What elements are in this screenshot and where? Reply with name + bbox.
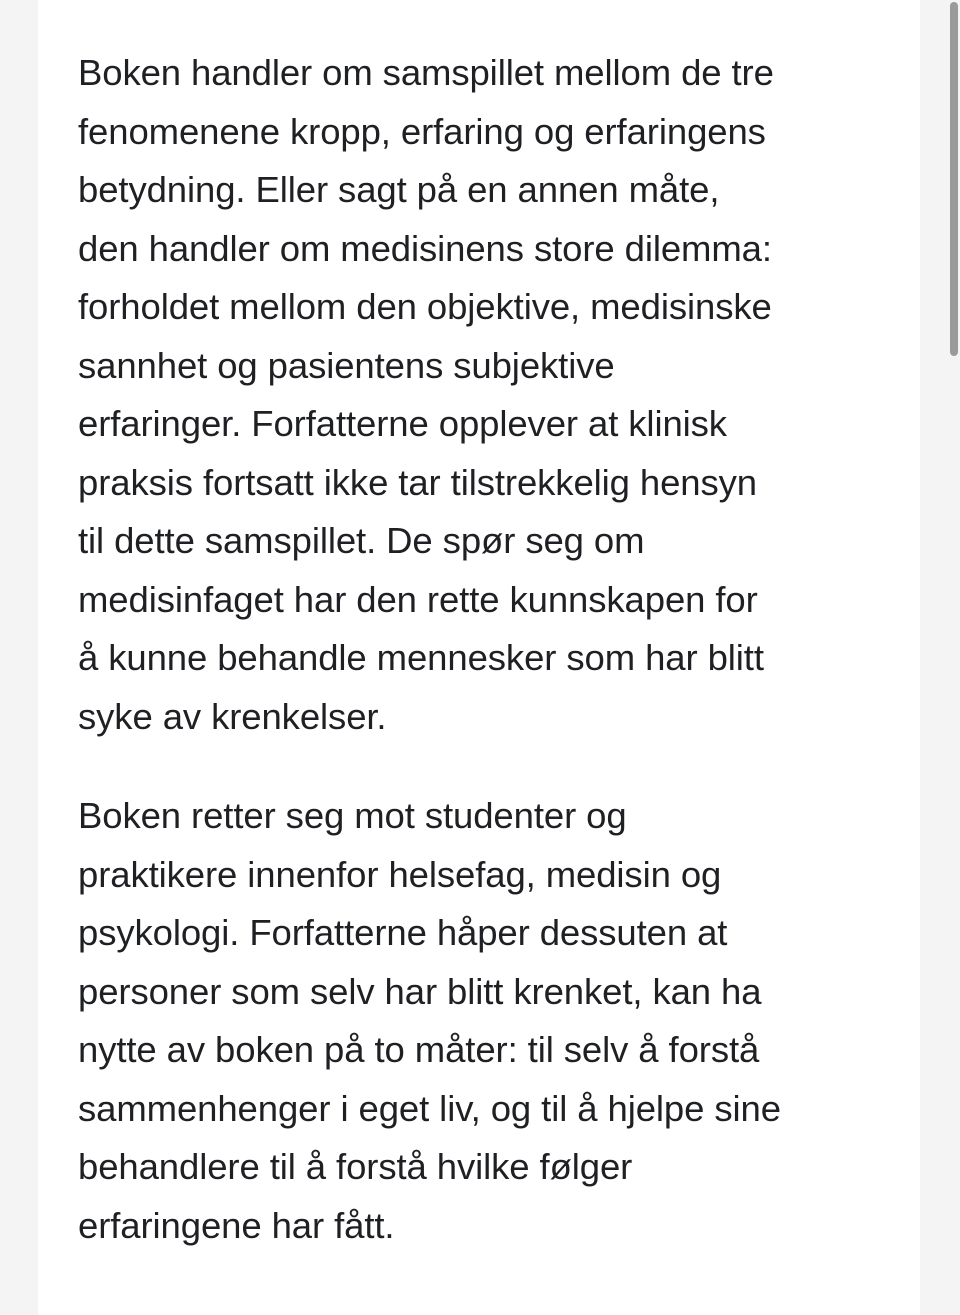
paragraph-2: Boken retter seg mot studenter og praktikere innenfor helsefag, medisin og psykologi. Forfatterne håper dessuten at personer som selv har blitt krenket, kan ha nytte av boken på to måter: til selv å forstå sammenhenger i eget liv, og til å hjelpe sine behandlere til å forstå hvilke følger erfaringene har fått. — [78, 795, 781, 1246]
paragraph-1: Boken handler om samspillet mellom de tre fenomenene kropp, erfaring og erfaringens betydning. Eller sagt på en annen måte, den handler om medisinens store dilemma: forholdet mellom den objektive, medisinske sannhet og pasientens subjektive erfaringer. Forfatterne opplever at klinisk praksis fortsatt ikke tar tilstrekkelig hensyn til dette samspillet. De spør seg om medisinfaget har den rette kunnskapen for å kunne behandle mennesker som har blitt syke av krenkelser. — [78, 52, 774, 737]
vertical-scrollbar[interactable] — [946, 0, 960, 1315]
content-card — [38, 0, 920, 1315]
scrollbar-thumb[interactable] — [950, 2, 958, 356]
description-text — [78, 44, 888, 1255]
